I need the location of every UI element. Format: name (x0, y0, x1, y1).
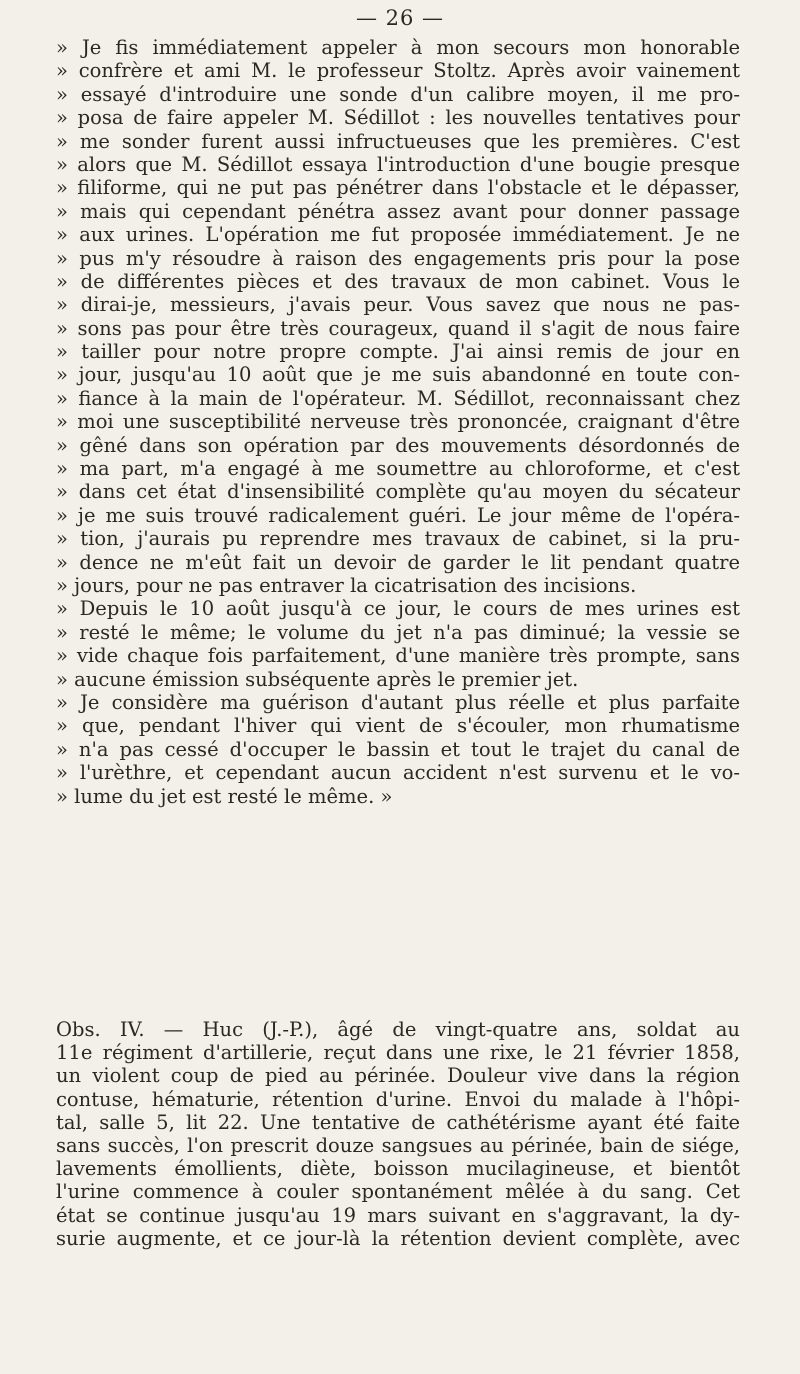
text-line: l'urine commence à couler spontanément mêlée à du sang. Cet (56, 1180, 740, 1204)
text-line: » posa de faire appeler M. Sédillot : les nouvelles tentatives pour (56, 106, 740, 130)
text-line: » n'a pas cessé d'occuper le bassin et tout le trajet du canal de (56, 737, 740, 761)
text-line: » pus m'y résoudre à raison des engagements pris pour la pose (56, 246, 740, 270)
text-line: » tailler pour notre propre compte. J'ai ainsi remis de jour en (56, 340, 740, 364)
text-line: » jour, jusqu'au 10 août que je me suis abandonné en toute con- (56, 363, 740, 387)
text-line: un violent coup de pied au périnée. Douleur vive dans la région (56, 1064, 740, 1088)
page-number: — 26 — (355, 6, 445, 30)
text-line: » essayé d'introduire une sonde d'un calibre moyen, il me pro- (56, 82, 740, 106)
text-line: » aucune émission subséquente après le premier jet. (56, 667, 579, 691)
text-line: » resté le même; le volume du jet n'a pas diminué; la vessie se (56, 620, 740, 644)
text-line: surie augmente, et ce jour-là la rétention devient complète, avec (56, 1226, 740, 1250)
text-line: » que, pendant l'hiver qui vient de s'écouler, mon rhumatisme (56, 714, 740, 738)
text-line: » Je considère ma guérison d'autant plus réelle et plus parfaite (56, 690, 740, 714)
text-line: » l'urèthre, et cependant aucun accident n'est survenu et le vo- (56, 761, 740, 785)
text-line: état se continue jusqu'au 19 mars suivant en s'aggravant, la dy- (56, 1203, 740, 1227)
text-line: 11e régiment d'artillerie, reçut dans une rixe, le 21 février 1858, (56, 1041, 740, 1065)
text-line: » je me suis trouvé radicalement guéri. Le jour même de l'opéra- (56, 503, 740, 527)
text-line: » de différentes pièces et des travaux de mon cabinet. Vous le (56, 269, 740, 293)
text-line: » vide chaque fois parfaitement, d'une manière très prompte, sans (56, 644, 740, 668)
text-line: » jours, pour ne pas entraver la cicatrisation des incisions. (56, 573, 637, 597)
text-line: » moi une susceptibilité nerveuse très prononcée, craignant d'être (56, 410, 740, 434)
text-line: » sons pas pour être très courageux, quand il s'agit de nous faire (56, 316, 740, 340)
text-line: » gêné dans son opération par des mouvements désordonnés de (56, 433, 740, 457)
text-line: » mais qui cependant pénétra assez avant pour donner passage (56, 199, 740, 223)
text-line: » confrère et ami M. le professeur Stoltz. Après avoir vainement (56, 59, 740, 83)
text-line: » ma part, m'a engagé à me soumettre au chloroforme, et c'est (56, 457, 740, 481)
text-line: » filiforme, qui ne put pas pénétrer dans l'obstacle et le dépasser, (56, 176, 740, 200)
text-line: sans succès, l'on prescrit douze sangsues au périnée, bain de siége, (56, 1133, 740, 1157)
text-line: » aux urines. L'opération me fut proposée immédiatement. Je ne (56, 223, 740, 247)
quoted-testimony (56, 36, 740, 808)
text-line: » tion, j'aurais pu reprendre mes travaux de cabinet, si la pru- (56, 527, 740, 551)
observation-iv (56, 1018, 740, 1250)
text-line: » alors que M. Sédillot essaya l'introduction d'une bougie presque (56, 152, 740, 176)
text-line: » Je fis immédiatement appeler à mon secours mon honorable (56, 36, 740, 59)
text-line: contuse, hématurie, rétention d'urine. Envoi du malade à l'hôpi- (56, 1087, 740, 1111)
text-line: » Depuis le 10 août jusqu'à ce jour, le cours de mes urines est (56, 597, 740, 621)
text-line: tal, salle 5, lit 22. Une tentative de cathétérisme ayant été faite (56, 1110, 740, 1134)
text-line: Obs. IV. — Huc (J.-P.), âgé de vingt-quatre ans, soldat au (56, 1018, 740, 1041)
text-line: » me sonder furent aussi infructueuses que les premières. C'est (56, 129, 740, 153)
text-line: » lume du jet est resté le même. » (56, 784, 393, 808)
text-line: » fiance à la main de l'opérateur. M. Sédillot, reconnaissant chez (56, 386, 740, 410)
text-line: lavements émollients, diète, boisson mucilagineuse, et bientôt (56, 1157, 740, 1181)
text-line: » dence ne m'eût fait un devoir de garder le lit pendant quatre (56, 550, 740, 574)
text-line: » dirai-je, messieurs, j'avais peur. Vous savez que nous ne pas- (56, 293, 740, 317)
text-line: » dans cet état d'insensibilité complète qu'au moyen du sécateur (56, 480, 740, 504)
